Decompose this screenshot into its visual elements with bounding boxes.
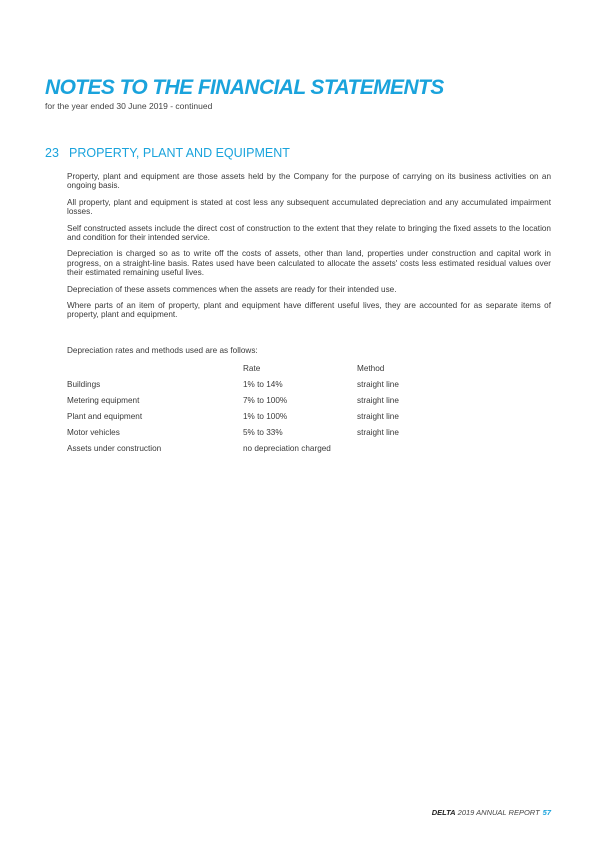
paragraph-definition: Property, plant and equipment are those assets held by the Company for the purpose of carrying on its business activities on an ongoing basis. <box>67 172 551 191</box>
footer-brand: DELTA <box>431 808 456 817</box>
table-row <box>67 376 437 392</box>
table-row <box>67 424 437 440</box>
page-subtitle: for the year ended 30 June 2019 - continued <box>45 101 213 111</box>
asset-rate: no depreciation charged <box>243 443 331 453</box>
section-number: 23 <box>45 146 59 160</box>
page-footer <box>432 808 551 817</box>
asset-rate: 7% to 100% <box>243 395 288 405</box>
asset-method: straight line <box>357 411 399 421</box>
section-heading <box>45 146 290 160</box>
header-asset <box>67 360 243 376</box>
footer-report: 2019 ANNUAL REPORT <box>457 808 540 817</box>
asset-method: straight line <box>357 379 399 389</box>
header-rate: Rate <box>243 363 261 373</box>
asset-method: straight line <box>357 395 399 405</box>
table-row <box>67 392 437 408</box>
section-body <box>67 172 551 327</box>
page-number: 57 <box>542 808 551 817</box>
paragraph-self-constructed: Self constructed assets include the direct cost of construction to the extent that they relate to bringing the fixed assets to the location and condition for their intended service. <box>67 223 551 243</box>
paragraph-depreciation-start: Depreciation of these assets commences when the assets are ready for their intended use. <box>67 284 397 294</box>
asset-name: Motor vehicles <box>67 427 120 437</box>
asset-method: straight line <box>357 427 399 437</box>
section-title: PROPERTY, PLANT AND EQUIPMENT <box>69 146 290 160</box>
paragraph-depreciation-method: Depreciation is charged so as to write off the costs of assets, other than land, properties under construction and capital work in progress, on a straight-line basis. Rates used have been calculated to allocate the assets' costs less estimated residual values over their estimated remaining useful lives. <box>67 249 551 278</box>
asset-rate: 5% to 33% <box>243 427 283 437</box>
table-header-row <box>67 360 437 376</box>
table-row <box>67 408 437 424</box>
table-row <box>67 440 437 456</box>
asset-name: Metering equipment <box>67 395 140 405</box>
page-title: NOTES TO THE FINANCIAL STATEMENTS <box>45 76 444 99</box>
asset-method <box>357 440 437 456</box>
asset-rate: 1% to 14% <box>243 379 283 389</box>
header-method: Method <box>357 363 385 373</box>
asset-rate: 1% to 100% <box>243 411 288 421</box>
asset-name: Assets under construction <box>67 443 162 453</box>
depreciation-rates-table <box>67 360 437 456</box>
paragraph-component-parts: Where parts of an item of property, plant and equipment have different useful lives, they are accounted for as separate items of property, plant and equipment. <box>67 301 551 320</box>
rates-intro: Depreciation rates and methods used are as follows: <box>67 346 258 355</box>
asset-name: Plant and equipment <box>67 411 143 421</box>
asset-name: Buildings <box>67 379 101 389</box>
paragraph-cost-basis: All property, plant and equipment is stated at cost less any subsequent accumulated depreciation and any accumulated impairment losses. <box>67 197 551 217</box>
